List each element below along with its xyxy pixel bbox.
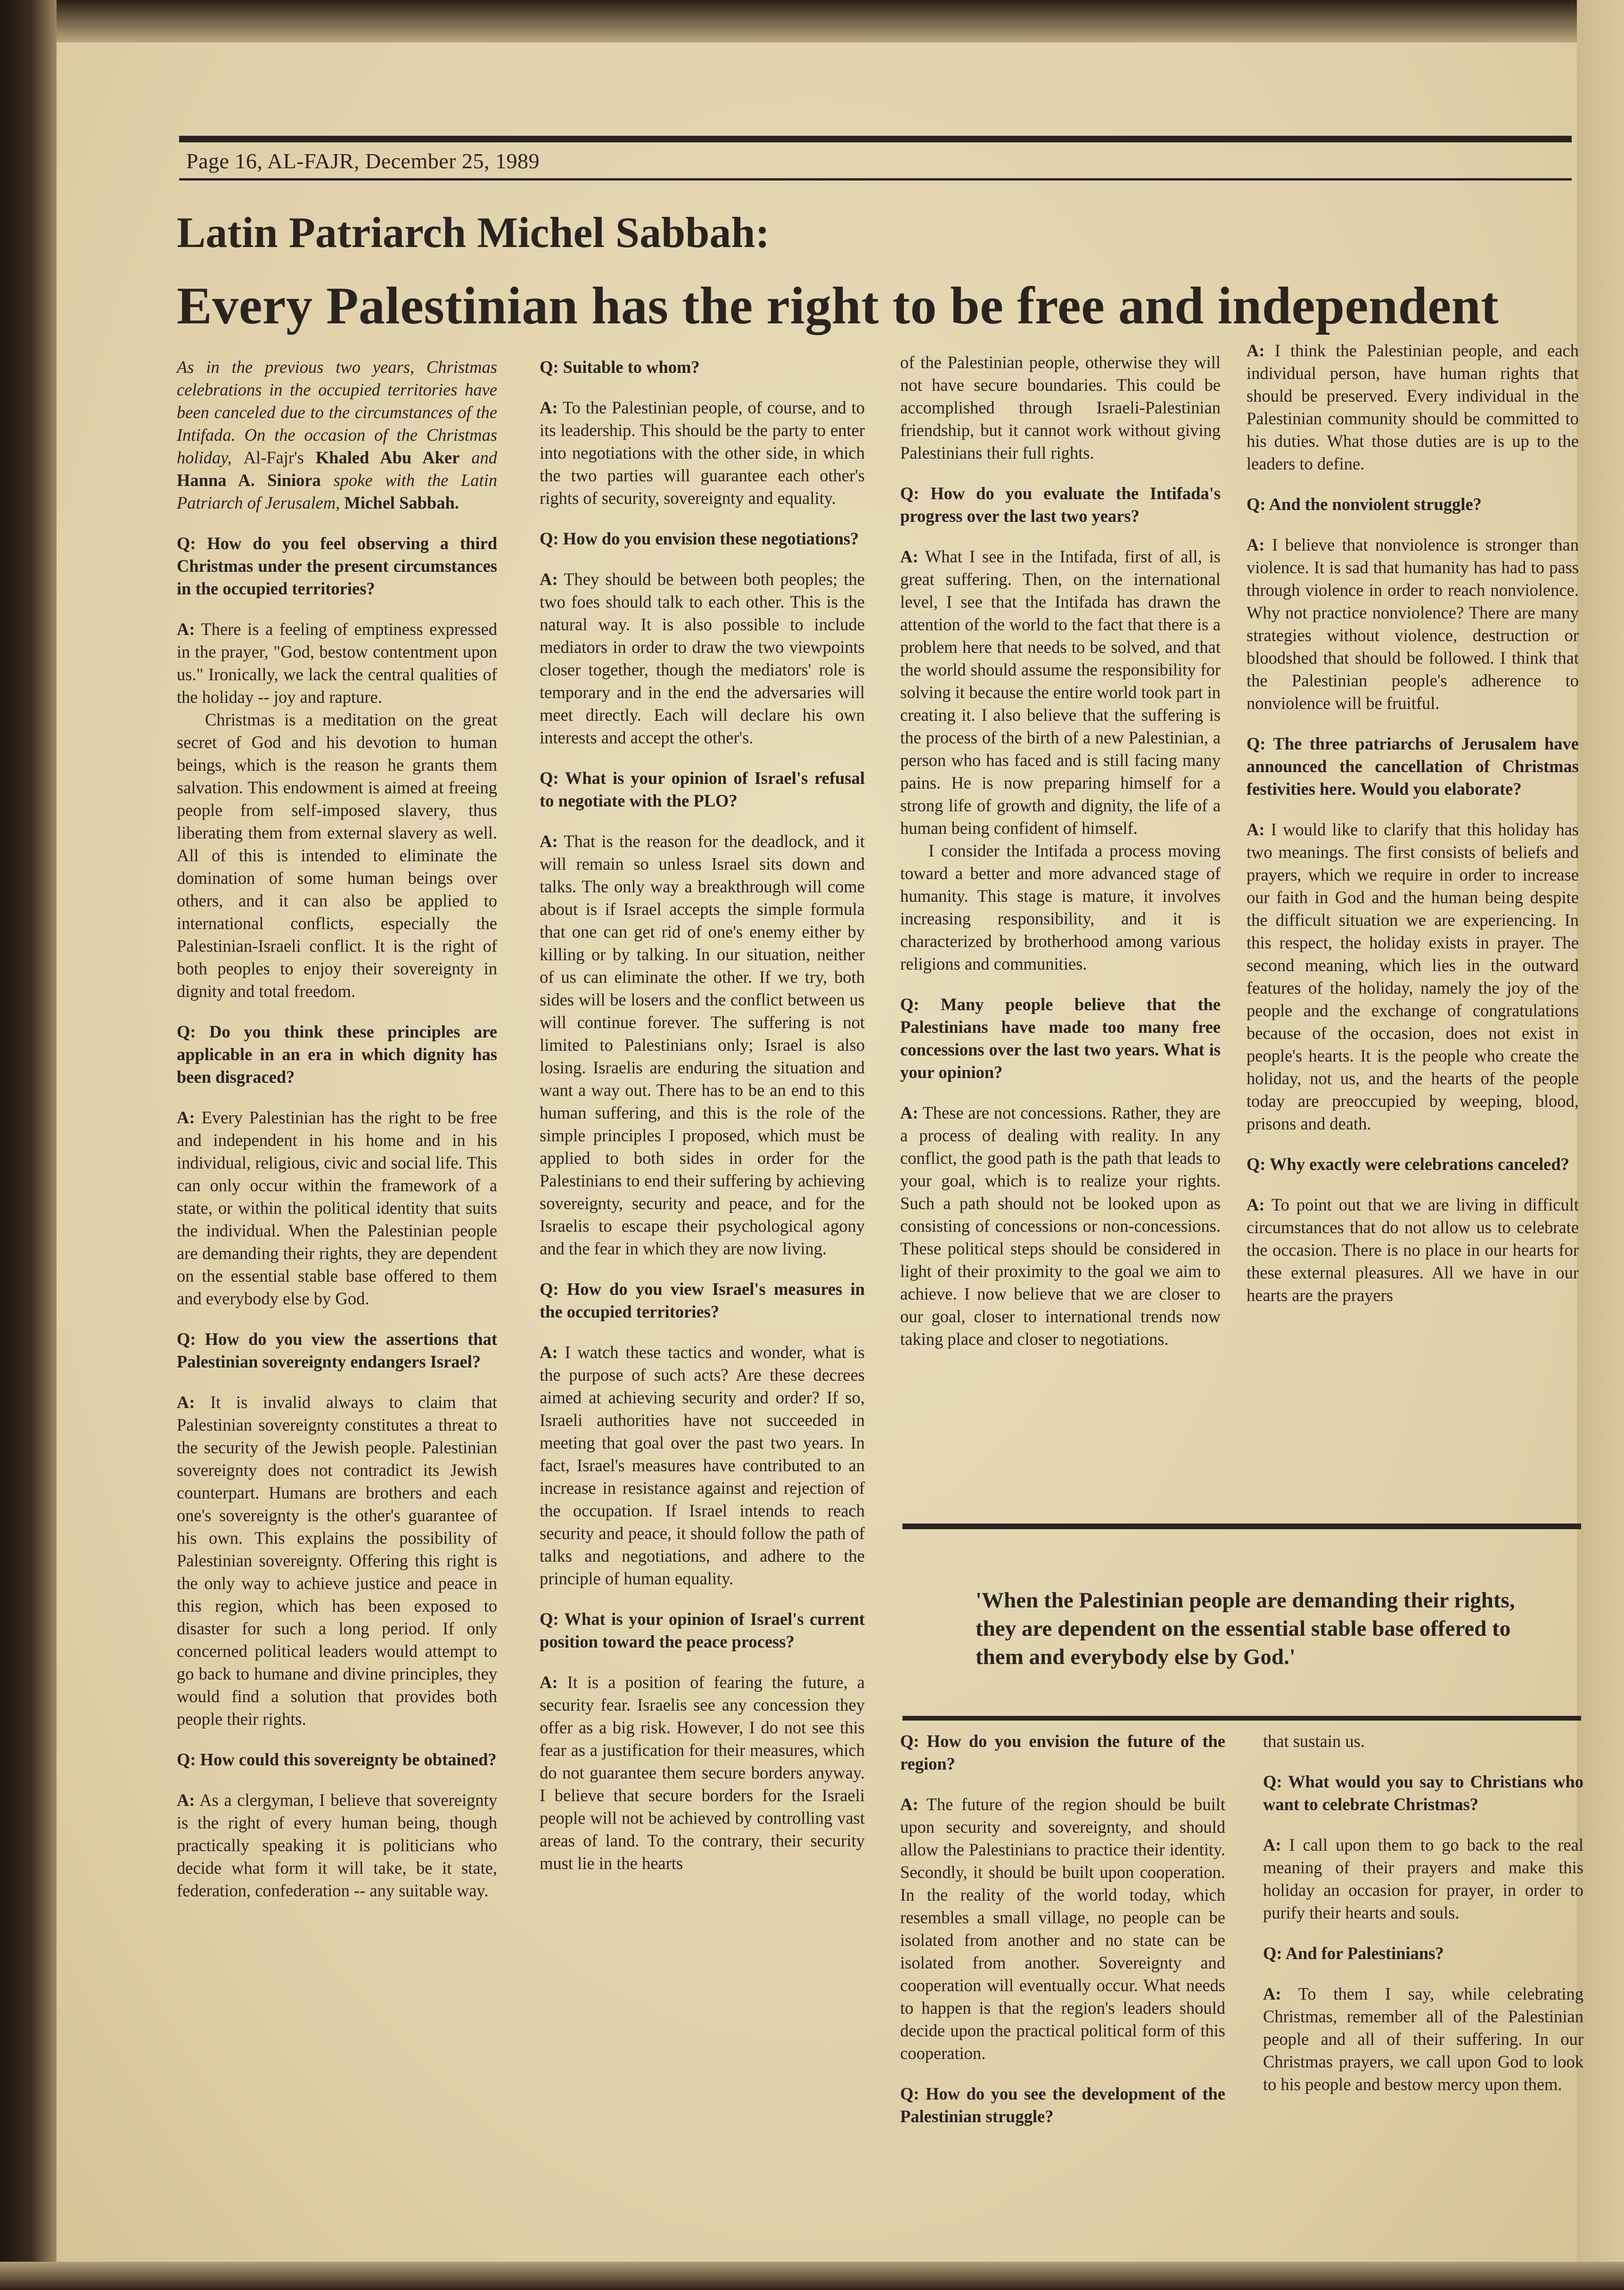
scan-edge-bottom <box>0 2262 1624 2290</box>
answer: A: To the Palestinian people, of course, and to its leadership. This should be the party to enter into negotiations with the other side, in which the two parties will guarantee each other's rights of security, sovereignty and equality. <box>540 398 865 508</box>
answer: A: Every Palestinian has the right to be free and independent in his home and in his individual, religious, civic and social life. This can only occur within the framework of a state, or within the political identity that suits the individual. When the Palestinian people are demanding their rights, they are dependent on the essential stable base offered to them and everybody else by God. <box>177 1108 498 1308</box>
question: Q: What is your opinion of Israel's current position toward the peace process? <box>540 1609 865 1651</box>
question: Q: Suitable to whom? <box>540 357 700 377</box>
question: Q: What is your opinion of Israel's refusal to negotiate with the PLO? <box>540 768 865 810</box>
question: Q: How do you feel observing a third Christmas under the present circumstances in the occupied territories? <box>177 534 497 598</box>
answer: A: There is a feeling of emptiness expressed in the prayer, "God, bestow contentment upon us." Ironically, we lack the central qualities of the holiday -- joy and rapture. <box>177 619 497 707</box>
question: Q: Many people believe that the Palestinians have made too many free concessions over the last two years. What is your opinion? <box>900 995 1221 1082</box>
answer: A: The future of the region should be built upon security and sovereignty, and should allow the Palestinians to practice their identity. Secondly, it should be built upon cooperation. In the reality of the world today, which resembles a small village, no people can be isolated from another and no state can be isolated from another. Sovereignty and cooperation will eventually occur. What needs to happen is that the region's leaders should decide upon the practical political form of this cooperation. <box>900 1795 1226 2063</box>
question: Q: Do you think these principles are applicable in an era in which dignity has been disgraced? <box>177 1022 498 1087</box>
intro-paragraph: As in the previous two years, Christmas celebrations in the occupied territories have been canceled due to the circumstances of the Intifada. On the occasion of the Christmas holiday, Al-Fajr's Khaled Abu Aker and Hanna A. Siniora spoke with the Latin Patriarch of Jerusalem, Michel Sabbah. <box>177 357 497 512</box>
answer-continued: I consider the Intifada a process moving toward a better and more advanced stage of humanity. This stage is mature, it involves increasing responsibility, and it is characterized by brotherhood among various religions and communities. <box>900 841 1221 973</box>
pull-quote-rule-top <box>902 1524 1581 1529</box>
question: Q: How do you envision these negotiations? <box>540 529 859 548</box>
answer: A: To point out that we are living in difficult circumstances that do not allow us to celebrate the occasion. There is no place in our hearts for these external pleasures. All we have in our hearts are the prayers <box>1247 1195 1579 1305</box>
top-rule-thick <box>179 136 1572 142</box>
question: Q: And for Palestinians? <box>1263 1944 1444 1963</box>
answer-continued: of the Palestinian people, otherwise they will not have secure boundaries. This could be accomplished through Israeli-Palestinian friendship, but it cannot work without giving Palestinians their full rights. <box>900 353 1221 462</box>
column-3-lower <box>900 1730 1225 2146</box>
answer-continued: that sustain us. <box>1263 1731 1365 1751</box>
answer: A: I watch these tactics and wonder, what is the purpose of such acts? Are these decrees aimed at achieving security and order? If so, Israeli authorities have not succeeded in meeting that goal over the past two years. In fact, Israel's measures have contributed to an increase in resistance against and rejection of the occupation. If Israel intends to reach security and peace, it should follow the path of talks and negotiations, and adhere to the principle of human equality. <box>540 1343 865 1588</box>
question: Q: The three patriarchs of Jerusalem have announced the cancellation of Christmas festivities here. Would you elaborate? <box>1247 734 1579 799</box>
question: Q: How do you evaluate the Intifada's progress over the last two years? <box>900 484 1221 526</box>
column-1 <box>177 356 497 1920</box>
answer: A: It is a position of fearing the future, a security fear. Israelis see any concession they offer as a big risk. However, I do not see this fear as a justification for their measures, which do not guarantee them secure borders anyway. I believe that secure borders for the Israeli people will not be achieved by controlling vast areas of land. To the contrary, their security must lie in the hearts <box>540 1672 865 1873</box>
answer: A: I think the Palestinian people, and each individual person, have human rights that should be preserved. Every individual in the Palestinian community should be committed to his duties. What those duties are is up to the leaders to define. <box>1247 341 1579 473</box>
answer: A: That is the reason for the deadlock, and it will remain so unless Israel sits down and talks. The only way a breakthrough will come about is if Israel accepts the simple formula that one can get rid of one's enemy either by killing or by talking. In our situation, neither of us can eliminate the other. If we try, both sides will be losers and the conflict between us will continue forever. The suffering is not limited to Palestinians only; Israel is also losing. Israelis are enduring the situation and want a way out. There has to be an end to this human suffering, and this is the role of the simple principles I proposed, which must be applied to both sides in order for the Palestinians to end their suffering by achieving sovereignty, security and peace, and for the Israelis to escape their psychological agony and the fear in which they are now living. <box>540 832 865 1258</box>
answer: A: What I see in the Intifada, first of all, is great suffering. Then, on the international level, I see that the Intifada has drawn the attention of the world to the fact that there is a problem here that needs to be solved, and that the world should assume the responsibility for solving it because the entire world took part in creating it. I also believe that the suffering is the process of the birth of a new Palestinian, a person who has faced and is still facing many pains. He is now preparing himself for a strong life of growth and dignity, the life of a human being confident of himself. <box>900 547 1221 838</box>
answer: A: As a clergyman, I believe that sovereignty is the right of every human being, though practically speaking it is politicians who decide what form it will take, be it state, federation, confederation -- any suitable way. <box>177 1790 497 1900</box>
answer: A: I would like to clarify that this holiday has two meanings. The first consists of beliefs and prayers, which we require in order to increase our faith in God and the human being despite the difficult situation we are experiencing. In this respect, the holiday exists in prayer. The second meaning, which lies in the outward features of the holiday, namely the joy of the people and the exchange of congratulations because of the occasion, does not exist in people's hearts. It is the people who create the holiday, not us, and the hearts of the people today are preoccupied by weeping, blood, prisons and death. <box>1247 820 1579 1133</box>
question: Q: How do you view Israel's measures in the occupied territories? <box>540 1279 865 1321</box>
pull-quote: 'When the Palestinian people are demanding their rights, they are dependent on the essential stable base offered to them and everybody else by God.' <box>976 1588 1515 1669</box>
column-4 <box>1247 339 1579 1325</box>
pull-quote-rule-bottom <box>902 1716 1581 1721</box>
column-3 <box>900 351 1221 1368</box>
top-rule-thin <box>179 178 1572 181</box>
binding-edge <box>0 0 57 2290</box>
answer: A: To them I say, while celebrating Christmas, remember all of the Palestinian people and all of their suffering. In our Christmas prayers, we call upon God to look to his people and bestow mercy upon them. <box>1263 1984 1584 2094</box>
question: Q: How could this sovereignty be obtained? <box>177 1750 497 1769</box>
question: Q: And the nonviolent struggle? <box>1247 494 1482 514</box>
running-head: Page 16, AL-FAJR, December 25, 1989 <box>186 149 540 173</box>
question: Q: How do you view the assertions that Palestinian sovereignty endangers Israel? <box>177 1329 497 1371</box>
article-headline: Every Palestinian has the right to be free and independent <box>177 277 1499 335</box>
scan-edge-top <box>0 0 1624 42</box>
answer: A: It is invalid always to claim that Palestinian sovereignty constitutes a threat to the security of the Jewish people. Palestinian sovereignty does not contradict its Jewish counterpart. Humans are brothers and each one's sovereignty is the other's guarantee of his own. This explains the possibility of Palestinian sovereignty. Offering this right is the only way to achieve justice and peace in this region, which has been exposed to disaster for such a long period. If only concerned political leaders would attempt to go back to humane and divine principles, they would find a solution that provides both people their rights. <box>177 1392 497 1729</box>
question: Q: Why exactly were celebrations canceled? <box>1247 1154 1569 1174</box>
scan-edge-right <box>1577 0 1624 2290</box>
answer: A: These are not concessions. Rather, they are a process of dealing with reality. In any conflict, the good path is the path that leads to your goal, which is to realize your rights. Such a path should not be looked upon as consisting of concessions or non-concessions. These political steps should be considered in light of their proximity to the goal we aim to achieve. I now believe that we are closer to our goal, closer to international trends now taking place and closer to negotiations. <box>900 1103 1221 1349</box>
answer-continued: Christmas is a meditation on the great secret of God and his devotion to human beings, which is the reason he grants them salvation. This endowment is aimed at freeing people from self-imposed slavery, thus liberating them from external slavery as well. All of this is intended to eliminate the domination of some human beings over others, and it can also be applied to international conflicts, especially the Palestinian-Israeli conflict. It is the right of both peoples to enjoy their sovereignty in dignity and total freedom. <box>177 710 497 1001</box>
question: Q: How do you envision the future of the region? <box>900 1731 1226 1773</box>
article-kicker: Latin Patriarch Michel Sabbah: <box>177 208 770 256</box>
question: Q: What would you say to Christians who want to celebrate Christmas? <box>1263 1772 1584 1814</box>
answer: A: I call upon them to go back to the real meaning of their prayers and make this holiday an occasion for prayer, in order to purify their hearts and souls. <box>1263 1835 1583 1922</box>
column-2 <box>540 356 865 1893</box>
column-4-lower <box>1263 1730 1583 2114</box>
question: Q: How do you see the development of the Palestinian struggle? <box>900 2084 1225 2126</box>
answer: A: They should be between both peoples; the two foes should talk to each other. This is the natural way. It is also possible to include mediators in order to draw the two viewpoints closer together, though the mediators' role is temporary and in the end the adversaries will meet directly. Each will declare his own interests and accept the other's. <box>540 569 865 747</box>
answer: A: I believe that nonviolence is stronger than violence. It is sad that humanity has had to pass through violence in order to reach nonviolence. Why not practice nonviolence? There are many strategies without violence, destruction or bloodshed that should be followed. I think that the Palestinian people's adherence to nonviolence will be fruitful. <box>1247 535 1579 713</box>
